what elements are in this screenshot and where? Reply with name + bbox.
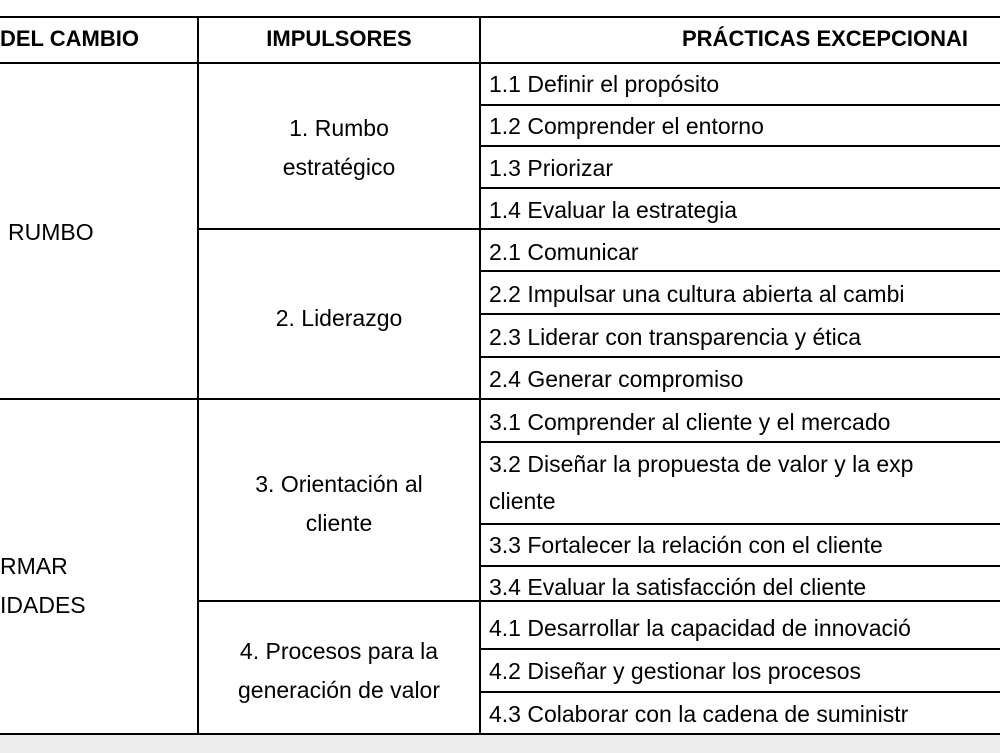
practice-item: 4.3 Colaborar con la cadena de suministr	[489, 701, 909, 727]
practice-item: 1.3 Priorizar	[489, 155, 613, 181]
group-label-rumbo: RUMBO	[8, 219, 94, 245]
group-divider	[0, 398, 1000, 400]
row-divider	[479, 356, 1000, 358]
driver-3-line2: cliente	[305, 510, 373, 536]
practice-item: 3.4 Evaluar la satisfacción del cliente	[489, 574, 867, 600]
practice-item-continuation: cliente	[489, 488, 556, 514]
row-divider	[479, 523, 1000, 525]
header-col-cambio: DEL CAMBIO	[0, 26, 139, 51]
driver-divider-1	[197, 228, 1000, 230]
driver-2-line1: 2. Liderazgo	[275, 305, 403, 331]
driver-4-line2: generación de valor	[237, 677, 441, 703]
practice-item: 4.1 Desarrollar la capacidad de innovació	[489, 615, 911, 641]
header-bottom-border	[0, 62, 1000, 64]
practice-item: 2.2 Impulsar una cultura abierta al cambi	[489, 281, 905, 307]
row-divider	[479, 648, 1000, 650]
practice-item: 3.3 Fortalecer la relación con el cliente	[489, 532, 883, 558]
col-divider-2	[479, 16, 481, 735]
practice-item: 2.3 Liderar con transparencia y ética	[489, 324, 862, 350]
practice-item: 1.1 Definir el propósito	[489, 71, 720, 97]
row-divider	[479, 104, 1000, 106]
row-divider	[479, 187, 1000, 189]
row-divider	[479, 441, 1000, 443]
row-divider	[479, 270, 1000, 272]
row-divider	[479, 691, 1000, 693]
practice-item: 2.1 Comunicar	[489, 239, 639, 265]
row-divider	[479, 145, 1000, 147]
header-col-impulsores: IMPULSORES	[266, 26, 412, 51]
practice-item: 3.1 Comprender al cliente y el mercado	[489, 409, 891, 435]
practice-item: 2.4 Generar compromiso	[489, 366, 744, 392]
table-top-border	[0, 16, 1000, 18]
group-label-line1: RMAR	[0, 553, 68, 579]
row-divider	[479, 565, 1000, 567]
practice-item: 3.2 Diseñar la propuesta de valor y la exp	[489, 451, 914, 477]
row-divider	[479, 313, 1000, 315]
practice-item: 1.2 Comprender el entorno	[489, 113, 764, 139]
header-col-practicas: PRÁCTICAS EXCEPCIONAI	[682, 26, 969, 51]
driver-3-line1: 3. Orientación al	[255, 471, 423, 497]
practice-item: 1.4 Evaluar la estrategia	[489, 197, 738, 223]
driver-1-line2: estratégico	[282, 154, 396, 180]
driver-4-line1: 4. Procesos para la	[239, 638, 439, 664]
group-label-line2: IDADES	[0, 592, 86, 618]
practice-item: 4.2 Diseñar y gestionar los procesos	[489, 658, 862, 684]
bottom-margin	[0, 735, 1000, 753]
driver-1-line1: 1. Rumbo	[289, 115, 389, 141]
